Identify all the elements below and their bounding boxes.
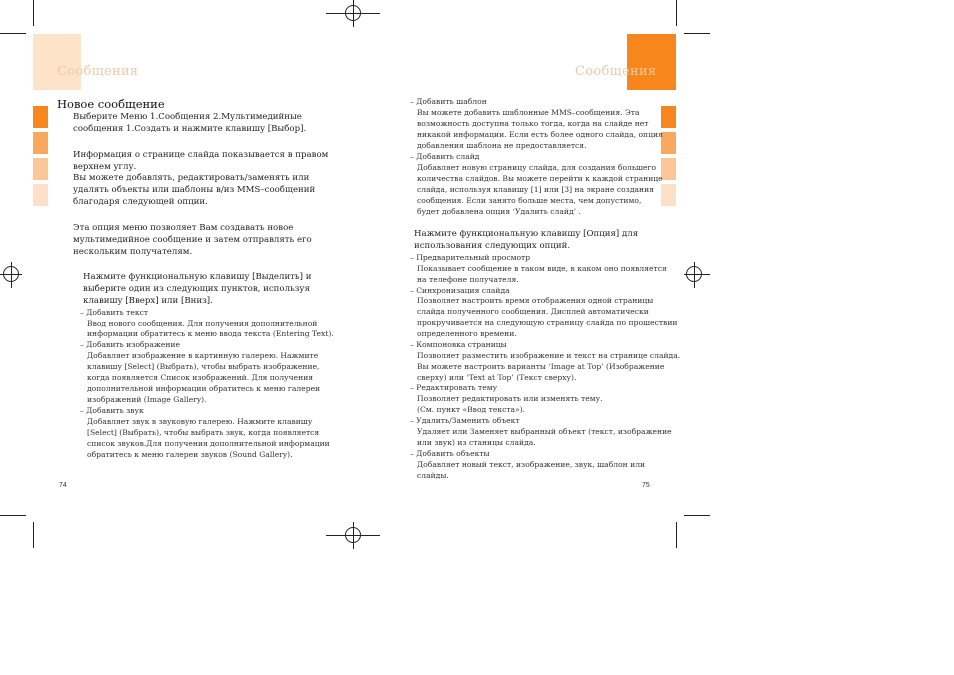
text-line: слайды. [417, 471, 449, 480]
text-line: Нажмите функциональную клавишу [Выделить] и [83, 272, 312, 282]
option-title: – Компоновка страницы [410, 340, 507, 349]
text-line: нескольким получателям. [73, 247, 193, 257]
text-line: сверху) или ‘Text at Top’ (Текст сверху). [417, 373, 577, 382]
page-heading: Новое сообщение [57, 97, 165, 111]
text-line: Позволяет настроить время отображения одной страницы [417, 296, 654, 305]
text-line: Вы можете добавлять, редактировать/заменять или [73, 173, 310, 183]
text-line: слайда полученного сообщения. Дисплей автоматически [417, 307, 649, 316]
text-line: или звук) из станицы слайда. [417, 438, 536, 447]
text-line: мультимедийное сообщение и затем отправлять его [73, 235, 312, 245]
text-line: определенного времени. [417, 329, 517, 338]
text-line: список звуков.Для получения дополнительной информации [87, 439, 330, 448]
text-line: использования следующих опций. [414, 241, 571, 251]
side-tab [661, 132, 676, 154]
left-header-tab [33, 34, 81, 90]
text-line: Добавляет новый текст, изображение, звук, шаблон или [417, 460, 646, 469]
text-line: клавишу [Вверх] или [Вниз]. [83, 296, 213, 306]
text-line: изображений (Image Gallery). [87, 395, 207, 404]
text-line: верхнем углу. [73, 162, 137, 172]
option-title: – Добавить объекты [410, 449, 490, 458]
text-line: сообщения 1.Создать и нажмите клавишу [Выбор]. [73, 124, 307, 134]
option-title: – Удалить/Заменить объект [410, 416, 520, 425]
right-section-title: Сообщения [575, 64, 657, 79]
text-line: клавишу [Select] (Выбрать), чтобы выбрать изображение, [87, 362, 320, 371]
text-line: информации обратитесь к меню ввода текста (Entering Text). [87, 329, 334, 338]
text-line: Эта опция меню позволяет Вам создавать новое [73, 223, 294, 233]
text-line: слайда, используя клавишу [1] или [3] на экране создания [417, 185, 654, 194]
side-tab [33, 132, 48, 154]
left-section-title: Сообщения [57, 64, 139, 79]
text-line: Показывает сообщение в таком виде, в каком оно появляется [417, 264, 667, 273]
option-title: – Добавить текст [80, 308, 149, 317]
side-tab [661, 184, 676, 206]
page-number-right: 75 [642, 482, 650, 489]
text-line: Ввод нового сообщения. Для получения дополнительной [87, 319, 318, 328]
text-line: обратитесь к меню галереи звуков (Sound Gallery). [87, 450, 293, 459]
text-line: Нажмите функциональную клавишу [Опция] для [414, 229, 639, 239]
text-line: благодаря следующей опции. [73, 197, 208, 207]
text-line: возможность доступна только тогда, когда на слайде нет [417, 119, 649, 128]
text-line: когда появляется Список изображений. Для получения [87, 373, 314, 382]
side-tab [33, 158, 48, 180]
text-line: Вы можете добавить шаблонные MMS–сообщения. Эта [417, 108, 640, 117]
text-line: Выберите Меню 1.Сообщения 2.Мультимедийные [73, 112, 302, 122]
text-line: Вы можете настроить варианты ‘Image at Top’ (Изображение [417, 362, 665, 371]
text-line: Удаляет или Заменяет выбранный объект (текст, изображение [417, 427, 672, 436]
text-line: сообщения. Если занято больше места, чем допустимо, [417, 196, 642, 205]
option-title: – Добавить слайд [410, 152, 480, 161]
text-line: удалять объекты или шаблоны в/из MMS–сообщений [73, 185, 316, 195]
text-line: Добавляет изображение в картинную галерею. Нажмите [87, 351, 319, 360]
text-line: никакой информации. Если есть более одного слайда, опция [417, 130, 663, 139]
text-line: будет добавлена опция ‘Удалить слайд’ . [417, 207, 581, 216]
text-line: Информация о странице слайда показывается в правом [73, 150, 329, 160]
option-title: – Добавить звук [80, 406, 144, 415]
page-number-left: 74 [59, 482, 67, 489]
text-line: добавления шаблона не предоставляется. [417, 141, 587, 150]
text-line: выберите один из следующих пунктов, используя [83, 284, 310, 294]
text-line: Позволяет редактировать или изменять тему. [417, 394, 603, 403]
text-line: Добавляет звук в звуковую галерею. Нажмите клавишу [87, 417, 313, 426]
option-title: – Добавить изображение [80, 340, 180, 349]
text-line: на телефоне получателя. [417, 275, 519, 284]
text-line: Добавляет новую страницу слайда, для создания большего [417, 163, 657, 172]
text-line: [Select] (Выбрать), чтобы выбрать звук, когда появляется [87, 428, 320, 437]
text-line: (См. пункт «Ввод текста»). [417, 405, 526, 414]
text-line: дополнительной информации обратитесь к меню галереи [87, 384, 321, 393]
side-tab [661, 158, 676, 180]
text-line: Позволяет разместить изображение и текст на странице слайда. [417, 351, 681, 360]
option-title: – Предварительный просмотр [410, 253, 531, 262]
option-title: – Синхронизация слайда [410, 286, 510, 295]
side-tab [661, 106, 676, 128]
side-tab [33, 106, 48, 128]
option-title: – Добавить шаблон [410, 97, 487, 106]
side-tab [33, 184, 48, 206]
option-title: – Редактировать тему [410, 383, 498, 392]
text-line: прокручивается на следующую страницу слайда по прошествии [417, 318, 678, 327]
text-line: количества слайдов. Вы можете перейти к каждой странице [417, 174, 663, 183]
right-header-tab [627, 34, 676, 90]
